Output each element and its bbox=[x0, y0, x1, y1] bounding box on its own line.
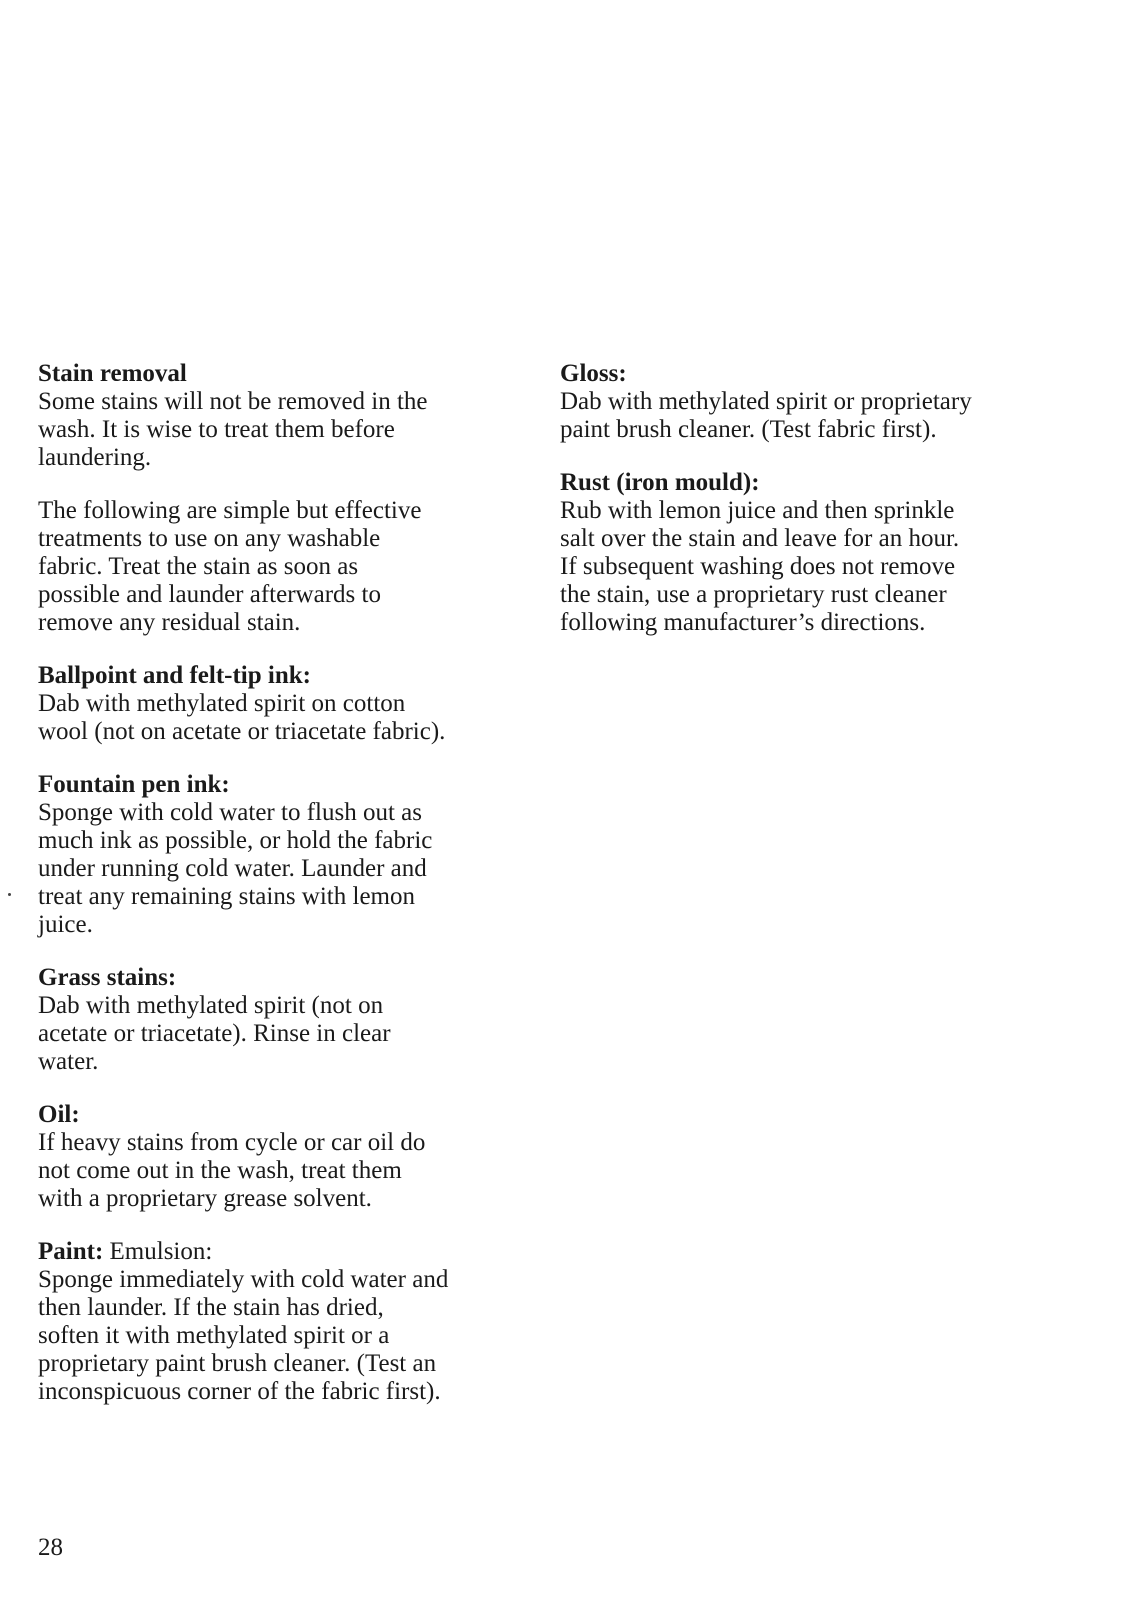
text-rust: Rub with lemon juice and then sprinkle salt over the stain and leave for an hour. If subsequent washing does not remove the stain, use a proprietary rust cleaner following manufacturer’s directions. bbox=[560, 497, 960, 636]
section-gloss bbox=[560, 360, 1080, 444]
heading-grass-stains: Grass stains: bbox=[38, 964, 177, 991]
stray-dot-mark bbox=[8, 893, 11, 896]
heading-paint-subtype: Emulsion: bbox=[103, 1238, 213, 1265]
text-stain-removal: Some stains will not be removed in the wash. It is wise to treat them before laundering. bbox=[38, 388, 428, 471]
text-grass-stains: Dab with methylated spirit (not on acetate or triacetate). Rinse in clear water. bbox=[38, 992, 391, 1075]
text-intro-treatments: The following are simple but effective treatments to use on any washable fabric. Treat the stain as soon as possible and launder afterwards to remove any residual stain. bbox=[38, 497, 422, 636]
heading-paint bbox=[38, 1238, 538, 1266]
text-oil: If heavy stains from cycle or car oil do not come out in the wash, treat them with a proprietary grease solvent. bbox=[38, 1129, 426, 1212]
text-paint: Sponge immediately with cold water and then launder. If the stain has dried, soften it with methylated spirit or a proprietary paint brush cleaner. (Test an inconspicuous corner of the fabric first). bbox=[38, 1266, 449, 1405]
heading-rust: Rust (iron mould): bbox=[560, 469, 760, 496]
text-ballpoint: Dab with methylated spirit on cotton wool (not on acetate or triacetate fabric). bbox=[38, 690, 446, 745]
heading-ballpoint: Ballpoint and felt-tip ink: bbox=[38, 662, 311, 689]
heading-gloss: Gloss: bbox=[560, 360, 627, 387]
section-paint bbox=[38, 1238, 538, 1406]
section-stain-removal bbox=[38, 360, 538, 472]
right-column bbox=[560, 360, 1080, 662]
page-number: 28 bbox=[38, 1534, 63, 1561]
section-ballpoint bbox=[38, 662, 538, 746]
heading-paint-label: Paint: bbox=[38, 1238, 104, 1265]
section-intro-treatments bbox=[38, 497, 538, 637]
left-column bbox=[38, 360, 538, 1431]
heading-stain-removal: Stain removal bbox=[38, 360, 187, 387]
section-grass-stains bbox=[38, 964, 538, 1076]
text-fountain-pen: Sponge with cold water to flush out as much ink as possible, or hold the fabric under running cold water. Launder and treat any remaining stains with lemon juice. bbox=[38, 799, 433, 938]
heading-fountain-pen: Fountain pen ink: bbox=[38, 771, 230, 798]
text-gloss: Dab with methylated spirit or proprietary paint brush cleaner. (Test fabric first). bbox=[560, 388, 972, 443]
section-rust bbox=[560, 469, 1080, 637]
section-oil bbox=[38, 1101, 538, 1213]
section-fountain-pen bbox=[38, 771, 538, 939]
heading-oil: Oil: bbox=[38, 1101, 80, 1128]
